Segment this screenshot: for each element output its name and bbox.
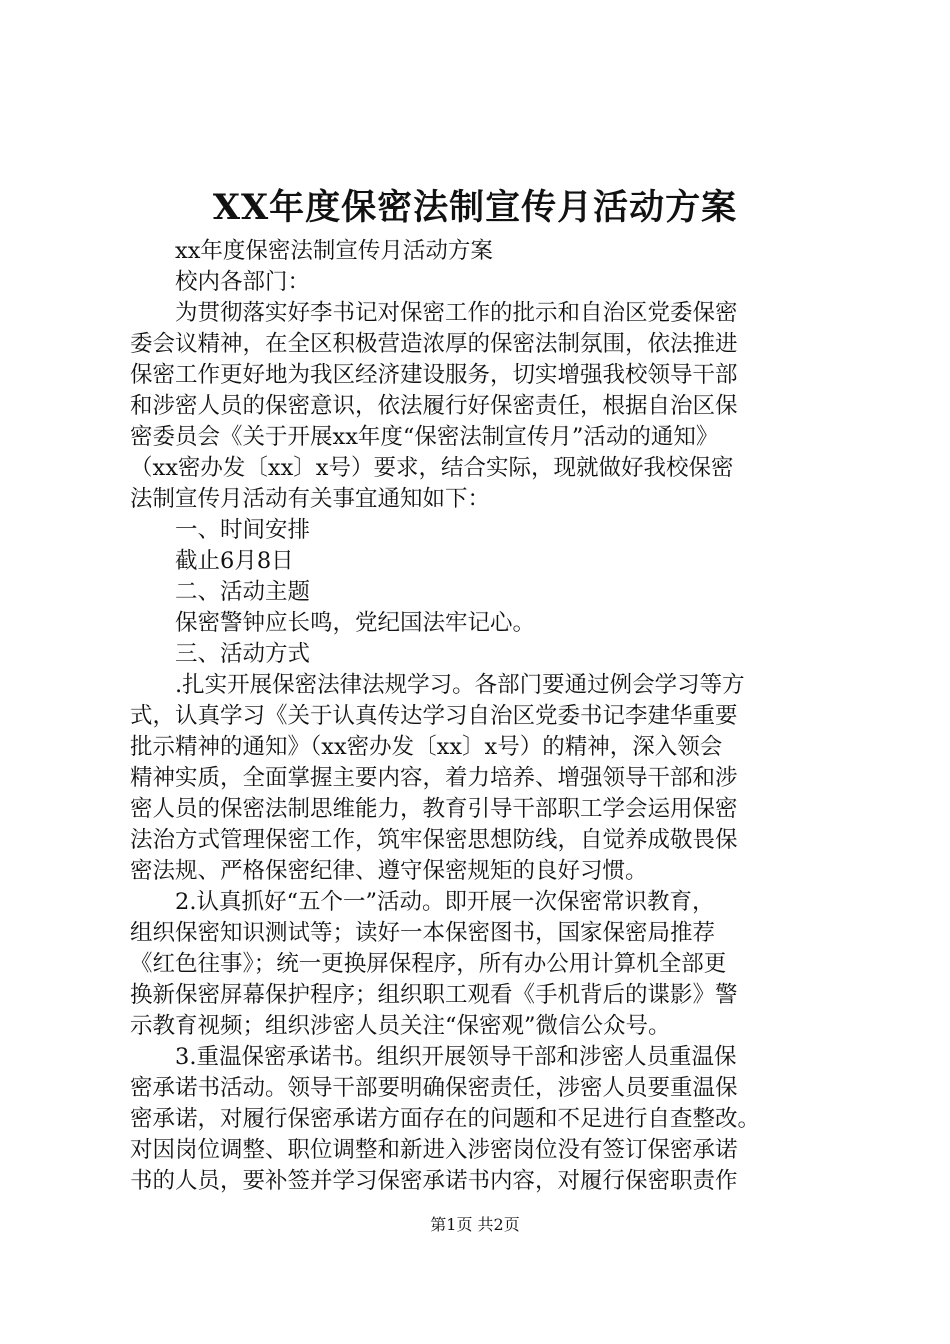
paragraph-line: 示教育视频；组织涉密人员关注“保密观”微信公众号。 <box>130 1013 671 1039</box>
paragraph-line: 保密工作更好地为我区经济建设服务，切实增强我校领导干部 <box>130 362 738 388</box>
paragraph-line: 批示精神的通知》（xx密办发〔xx〕x号）的精神，深入领会 <box>130 734 723 760</box>
paragraph-line: 对因岗位调整、职位调整和新进入涉密岗位没有签订保密承诺 <box>130 1137 738 1163</box>
paragraph-line: .扎实开展保密法律法规学习。各部门要通过例会学习等方 <box>175 672 745 698</box>
paragraph-line: 《红色往事》；统一更换屏保程序，所有办公用计算机全部更 <box>130 951 727 977</box>
document-body <box>130 236 832 1197</box>
paragraph-line: 密委员会《关于开展xx年度“保密法制宣传月”活动的通知》 <box>130 424 719 450</box>
paragraph-line: 和涉密人员的保密意识，依法履行好保密责任，根据自治区保 <box>130 393 738 419</box>
paragraph-line: 截止6月8日 <box>175 548 294 574</box>
paragraph-line: xx年度保密法制宣传月活动方案 <box>175 238 493 264</box>
paragraph-line: 校内各部门： <box>175 269 311 295</box>
paragraph-line: 2.认真抓好“五个一”活动。即开展一次保密常识教育， <box>175 889 715 915</box>
paragraph-line: 法治方式管理保密工作，筑牢保密思想防线，自觉养成敬畏保 <box>130 827 738 853</box>
paragraph-line: 密承诺，对履行保密承诺方面存在的问题和不足进行自查整改。 <box>130 1106 761 1132</box>
paragraph-line: 3.重温保密承诺书。组织开展领导干部和涉密人员重温保 <box>175 1044 737 1070</box>
paragraph-line: 密人员的保密法制思维能力，教育引导干部职工学会运用保密 <box>130 796 738 822</box>
paragraph-line: 精神实质，全面掌握主要内容，着力培养、增强领导干部和涉 <box>130 765 738 791</box>
paragraph-line: 组织保密知识测试等；读好一本保密图书，国家保密局推荐 <box>130 920 716 946</box>
section-heading: 三、活动方式 <box>175 641 311 667</box>
page-number: 第1页 共2页 <box>430 1215 520 1234</box>
paragraph-line: 书的人员，要补签并学习保密承诺书内容，对履行保密职责作 <box>130 1168 738 1194</box>
paragraph-line: 换新保密屏幕保护程序；组织职工观看《手机背后的谍影》警 <box>130 982 738 1008</box>
paragraph-line: 委会议精神，在全区积极营造浓厚的保密法制氛围，依法推进 <box>130 331 738 357</box>
paragraph-line: 为贯彻落实好李书记对保密工作的批示和自治区党委保密 <box>175 300 738 326</box>
paragraph-line: （xx密办发〔xx〕x号）要求，结合实际，现就做好我校保密 <box>130 455 734 481</box>
paragraph-line: 密法规、严格保密纪律、遵守保密规矩的良好习惯。 <box>130 858 648 884</box>
paragraph-line: 式，认真学习《关于认真传达学习自治区党委书记李建华重要 <box>130 703 738 729</box>
paragraph-line: 保密警钟应长鸣，党纪国法牢记心。 <box>175 610 536 636</box>
paragraph-line: 法制宣传月活动有关事宜通知如下： <box>130 486 491 512</box>
section-heading: 二、活动主题 <box>175 579 311 605</box>
document-title: XX年度保密法制宣传月活动方案 <box>212 187 738 228</box>
section-heading: 一、时间安排 <box>175 517 311 543</box>
paragraph-line: 密承诺书活动。领导干部要明确保密责任，涉密人员要重温保 <box>130 1075 738 1101</box>
